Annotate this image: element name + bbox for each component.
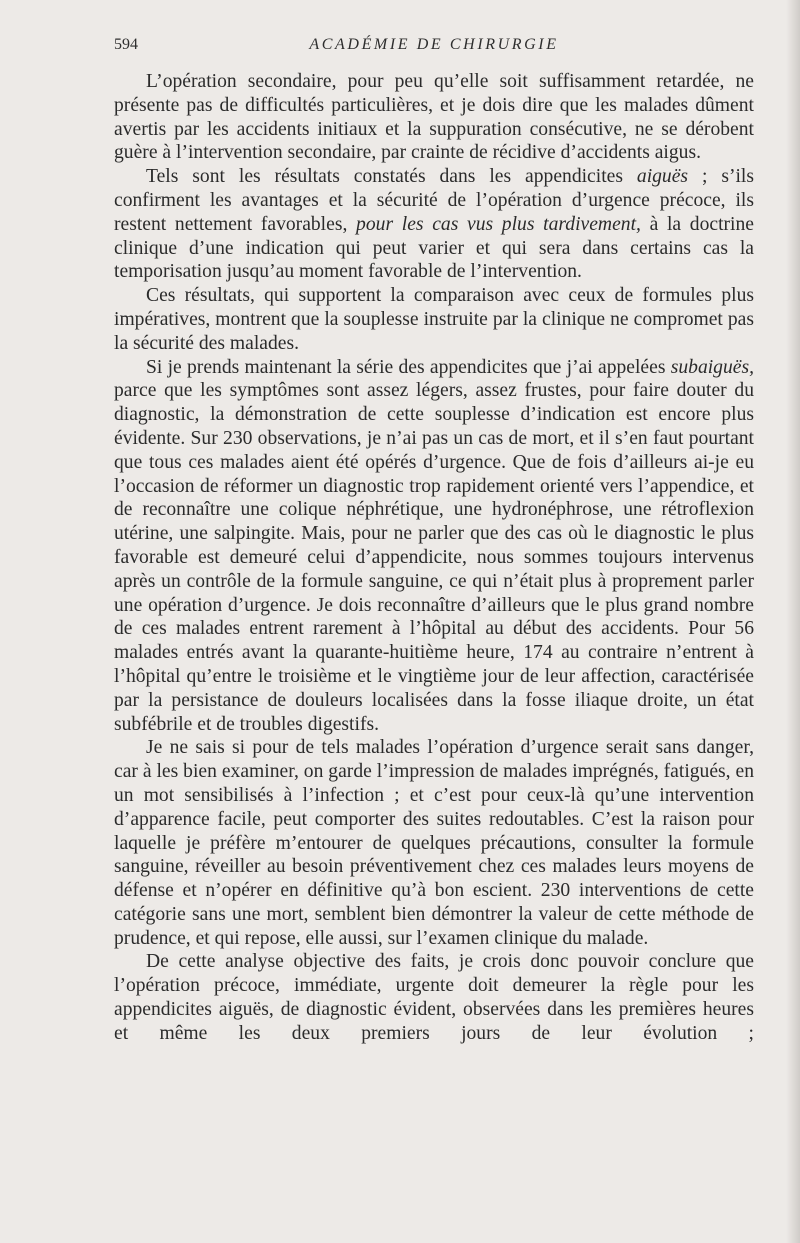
italic-text-run: pour les cas vus plus tardivement, — [356, 213, 641, 235]
text-run: L’opération secondaire, pour peu qu’elle soit suffisamment retardée, ne présente pas de difficultés particulières, et je dois dire que les malades dûment avertis par les accidents initiaux et la suppuration consécutive, ne se dérobent guère à l’intervention secondaire, par crainte de récidive d’accidents aigus. — [114, 71, 754, 164]
paragraph — [114, 356, 754, 737]
page-number: 594 — [114, 36, 138, 53]
page-edge-shadow — [786, 0, 800, 1243]
text-run: Je ne sais si pour de tels malades l’opération d’urgence serait sans danger, car à les bien examiner, on garde l’impression de malades imprégnés, fatigués, en un mot sensibilisés à l’infection ; et c’est pour ceux-là qu’une intervention d’apparence facile, peut comporter des suites redoutables. C’est la raison pour laquelle je préfère m’entourer de quelques précautions, consulter la formule sanguine, réveiller au besoin préventivement chez ces malades leurs moyens de défense et n’opérer en définitive qu’à bon escient. 230 interventions de cette catégorie sans une mort, semblent bien démontrer la valeur de cette méthode de prudence, et qui repose, elle aussi, sur l’examen clinique du malade. — [114, 737, 754, 949]
text-run: Si je prends maintenant la série des appendicites que j’ai appelées — [146, 356, 671, 378]
text-run: ; s’ils confirment les avantages et la sécurité de l’opération d’urgence précoce, ils restent nettement favorables, — [114, 166, 754, 235]
paragraph — [114, 70, 754, 165]
paragraph — [114, 284, 754, 355]
italic-text-run: subaiguës, — [670, 356, 754, 378]
running-head — [114, 36, 754, 58]
journal-title: ACADÉMIE DE CHIRURGIE — [309, 36, 559, 53]
body-text — [114, 70, 754, 1046]
paragraph — [114, 165, 754, 284]
text-run: à la doctrine clinique d’une indication qui peut varier et qui sera dans certains cas la temporisation jusqu’au moment favorable de l’intervention. — [114, 213, 754, 283]
text-run: Ces résultats, qui supportent la comparaison avec ceux de formules plus impératives, montrent que la souplesse instruite par la clinique ne compromet pas la sécurité des malades. — [114, 285, 754, 354]
paragraph — [114, 950, 754, 1045]
italic-text-run: aiguës — [636, 166, 689, 188]
text-run: De cette analyse objective des faits, je crois donc pouvoir conclure que l’opération précoce, immédiate, urgente doit demeurer la règle pour les appendicites aiguës, de diagnostic évident, observées dans les premières heures et même les deux premiers jours de leur évolution ; — [114, 951, 754, 1044]
paragraph — [114, 736, 754, 950]
text-run: parce que les symptômes sont assez légers, assez frustes, pour faire douter du diagnostic, la démonstration de cette souplesse d’indication est encore plus évidente. Sur 230 observations, je n’ai pas un cas de mort, et il s’en faut pourtant que tous ces malades aient été opérés d’urgence. Que de fois d’ailleurs ai-je eu l’occasion de réformer un diagnostic trop rapidement orienté vers l’appendice, et de reconnaître une colique néphrétique, une hydronéphrose, une rétroflexion utérine, une salpingite. Mais, pour ne parler que des cas où le diagnostic le plus favorable est demeuré celui d’appendicite, nous sommes toujours intervenus après un contrôle de la formule sanguine, ce qui n’était plus à proprement parler une opération d’urgence. Je dois reconnaître d’ailleurs que le plus grand nombre de ces malades entrent rarement à l’hôpital au début des accidents. Pour 56 malades entrés avant la quarante-huitième heure, 174 au contraire n’entrent à l’hôpital qu’entre le troisième et le vingtième jour de leur affection, caractérisée par la persistance de douleurs localisées dans la fosse iliaque droite, un état subfébrile et de troubles digestifs. — [114, 380, 754, 735]
text-run: Tels sont les résultats constatés dans les appendicites — [146, 166, 637, 188]
